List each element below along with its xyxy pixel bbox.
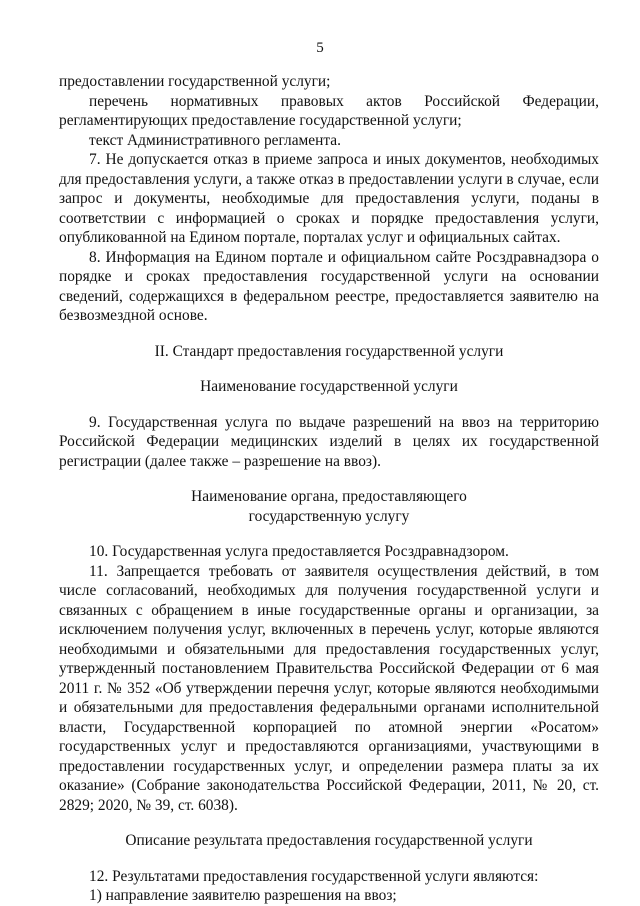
subheading-service-name: Наименование государственной услуги (200, 378, 458, 395)
paragraph-item-11: 11. Запрещается требовать от заявителя осуществления действий, в том числе согласований, необходимых для получения государственной услуги и связанных с обращением в иные государственные органы и организации, за исключением получения услуг, включенных в перечень услуг, которые являются необходимыми и обязательными для предоставления государственных услуг, утвержденный постановлением Правительства Российской Федерации от 6 мая 2011 г. № 352 «Об утверждении перечня услуг, которые являются необходимыми и обязательными для предоставления федеральными органами исполнительной власти, Государственной корпорацией по атомной энергии «Росатом» государственных услуг и предоставляются организациями, участвующими в предоставлении государственных услуг, и определении размера платы за их оказание» (Собрание законодательства Российской Федерации, 2011, № 20, ст. 2829; 2020, № 39, ст. 6038). (59, 562, 599, 814)
paragraph-item-12-1: 1) направление заявителю разрешения на ввоз; (89, 887, 397, 904)
paragraph-item-10: 10. Государственная услуга предоставляется Росздравнадзором. (89, 543, 509, 560)
paragraph-item-7: 7. Не допускается отказ в приеме запроса и иных документов, необходимых для предоставления услуги, а также отказ в предоставлении услуги в случае, если запрос и документы, необходимые для предоставления услуги, поданы в соответствии с информацией о сроках и порядке предоставления услуги, опубликованной на Едином портале, порталах услуг и официальных сайтах. (59, 151, 599, 246)
paragraph-legal-acts-list: перечень нормативных правовых актов Российской Федерации, регламентирующих предоставление государственной услуги; (59, 92, 599, 129)
section-heading-standard: II. Стандарт предоставления государственной услуги (154, 342, 504, 360)
paragraph-continuation: предоставлении государственной услуги; (59, 73, 331, 90)
paragraph-item-9: 9. Государственная услуга по выдаче разрешений на ввоз на территорию Российской Федерации медицинских изделий в целях их государственной регистрации (далее также – разрешение на ввоз). (59, 413, 599, 470)
paragraph-item-8: 8. Информация на Едином портале и официальном сайте Росздравнадзора о порядке и сроках предоставления государственной услуги на основании сведений, содержащихся в федеральном реестре, предоставляется заявителю на безвозмездной основе. (59, 248, 599, 324)
subheading-authority-line2: государственную услугу (248, 507, 410, 525)
paragraph-item-12: 12. Результатами предоставления государственной услуги являются: (89, 867, 539, 885)
subheading-authority-line1: Наименование органа, предоставляющего (191, 488, 467, 505)
paragraph-regulation-text: текст Административного регламента. (89, 131, 341, 149)
subheading-authority (59, 487, 599, 526)
page-number: 5 (316, 40, 324, 56)
subheading-result-description: Описание результата предоставления государственной услуги (125, 832, 533, 849)
document-body (59, 72, 599, 906)
